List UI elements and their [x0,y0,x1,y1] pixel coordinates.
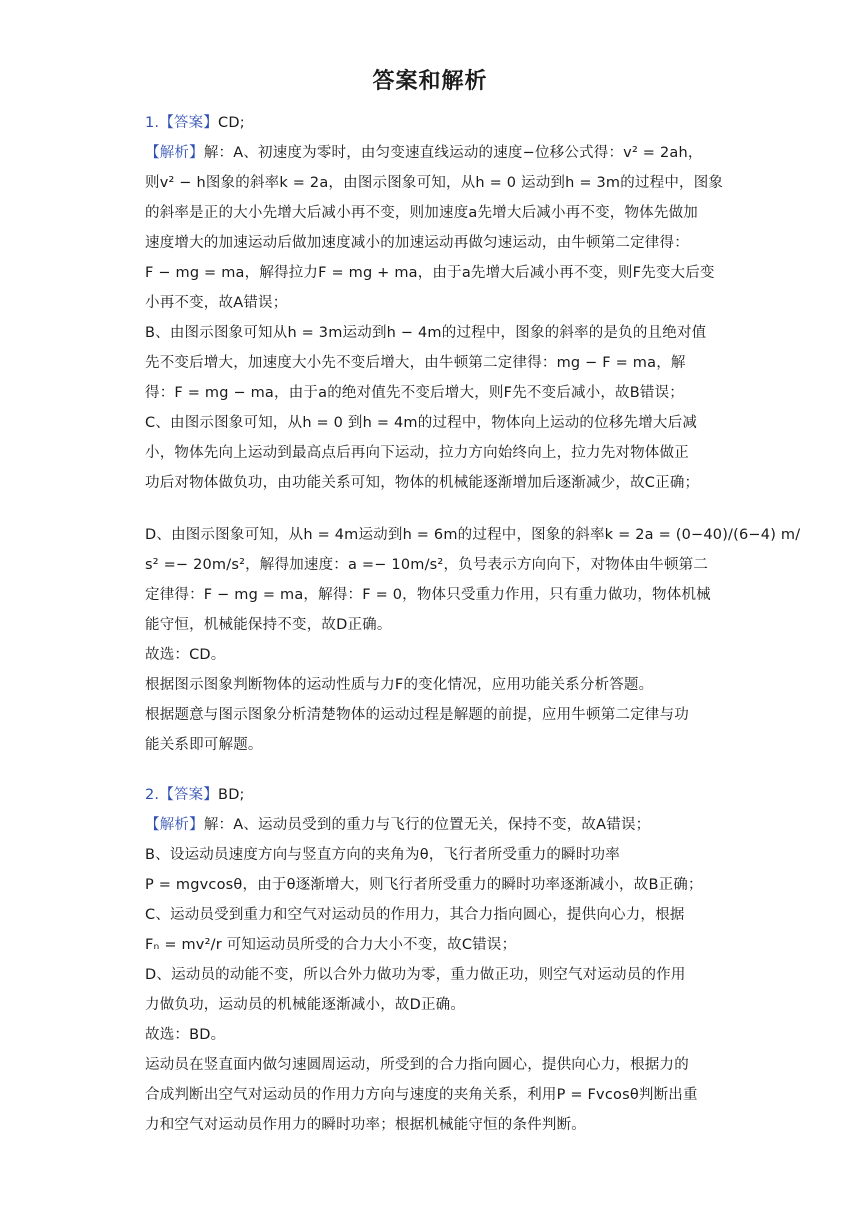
q1-answer: CD; [218,115,245,131]
q2-analysis-line: B、设运动员速度方向与竖直方向的夹角为θ，飞行者所受重力的瞬时功率 [145,847,620,863]
q1-choice-line: 故选：CD。 [145,647,226,663]
page-title: 答案和解析 [372,69,488,94]
q2-answer-label: 2.【答案】 [145,787,219,803]
q2-analysis-line: 力做负功，运动员的机械能逐渐减小，故D正确。 [145,997,466,1013]
spacer [145,760,717,780]
q2-answer: BD; [218,787,245,803]
q2-analysis-line: 合成判断出空气对运动员的作用力方向与速度的夹角关系，利用P = Fvcosθ判断出重 [145,1087,698,1103]
q2-analysis-line: P = mgvcosθ，由于θ逐渐增大，则飞行者所受重力的瞬时功率逐渐减小，故B正确； [145,877,703,893]
q1-analysis-text: 解：A、初速度为零时，由匀变速直线运动的速度−位移公式得：v² = 2ah， [203,145,703,161]
q1-answer-label: 1.【答案】 [145,115,219,131]
q2-choice-line: 故选：BD。 [145,1027,226,1043]
q1-analysis-line: 速度增大的加速运动后做加速度减小的加速运动再做匀速运动，由牛顿第二定律得： [145,235,689,251]
q1-analysis-line: 小，物体先向上运动到最高点后再向下运动，拉力方向始终向上，拉力先对物体做正 [145,445,689,461]
answers-content [145,108,801,1140]
q2-analysis-line: Fₙ = mv²/r 可知运动员所受的合力大小不变，故C错误； [145,937,517,953]
q1-analysis-line: 小再不变，故A错误； [145,295,288,311]
q1-analysis-line: 能关系即可解题。 [145,737,263,753]
q1-analysis-line: s² =− 20m/s²，解得加速度：a =− 10m/s²，负号表示方向向下，对物体由牛顿第二 [145,557,709,573]
q1-analysis-line: C、由图示图象可知，从h = 0 到h = 4m的过程中，物体向上运动的位移先增大后减 [145,415,698,431]
q1-analysis-line: 定律得：F − mg = ma，解得：F = 0，物体只受重力作用，只有重力做功，物体机械 [145,587,711,603]
q1-analysis-line: 得：F = mg − ma，由于a的绝对值先不变后增大，则F先不变后减小，故B错误； [145,385,684,401]
q2-analysis-line: C、运动员受到重力和空气对运动员的作用力，其合力指向圆心，提供向心力，根据 [145,907,685,923]
q1-analysis-line: D、由图示图象可知，从h = 4m运动到h = 6m的过程中，图象的斜率k = 2a = (0−40)/(6−4) m/ [145,527,801,543]
spacer [145,498,717,520]
q1-analysis-line: 则v² − h图象的斜率k = 2a，由图示图象可知，从h = 0 运动到h = 3m的过程中，图象 [145,175,724,191]
q1-analysis-line: 的斜率是正的大小先增大后减小再不变，则加速度a先增大后减小再不变，物体先做加 [145,205,698,221]
q2-analysis-line: 运动员在竖直面内做匀速圆周运动，所受到的合力指向圆心，提供向心力，根据力的 [145,1057,689,1073]
q2-analysis-text: 解：A、运动员受到的重力与飞行的位置无关，保持不变，故A错误； [203,817,651,833]
q1-analysis-line: 根据题意与图示图象分析清楚物体的运动过程是解题的前提，应用牛顿第二定律与功 [145,707,689,723]
q1-analysis-line: 能守恒，机械能保持不变，故D正确。 [145,617,392,633]
q1-analysis-line: 功后对物体做负功，由功能关系可知，物体的机械能逐渐增加后逐渐减少，故C正确； [145,475,700,491]
q2-answer-line [145,780,717,810]
q2-analysis-label: 【解析】 [145,817,204,833]
q1-analysis-line: 先不变后增大，加速度大小先不变后增大，由牛顿第二定律得：mg − F = ma，解 [145,355,686,371]
q2-analysis-line: 力和空气对运动员作用力的瞬时功率；根据机械能守恒的条件判断。 [145,1117,586,1133]
q1-analysis-line-0 [145,138,717,168]
q1-analysis-line: B、由图示图象可知从h = 3m运动到h − 4m的过程中，图象的斜率的是负的且绝对值 [145,325,707,341]
q1-answer-line [145,108,717,138]
q1-analysis-line: F − mg = ma，解得拉力F = mg + ma，由于a先增大后减小再不变，则F先变大后变 [145,265,715,281]
q2-analysis-line: D、运动员的动能不变，所以合外力做功为零，重力做正功，则空气对运动员的作用 [145,967,686,983]
q2-analysis-line-0 [145,810,717,840]
q1-analysis-label: 【解析】 [145,145,204,161]
q1-analysis-line: 根据图示图象判断物体的运动性质与力F的变化情况，应用功能关系分析答题。 [145,677,654,693]
